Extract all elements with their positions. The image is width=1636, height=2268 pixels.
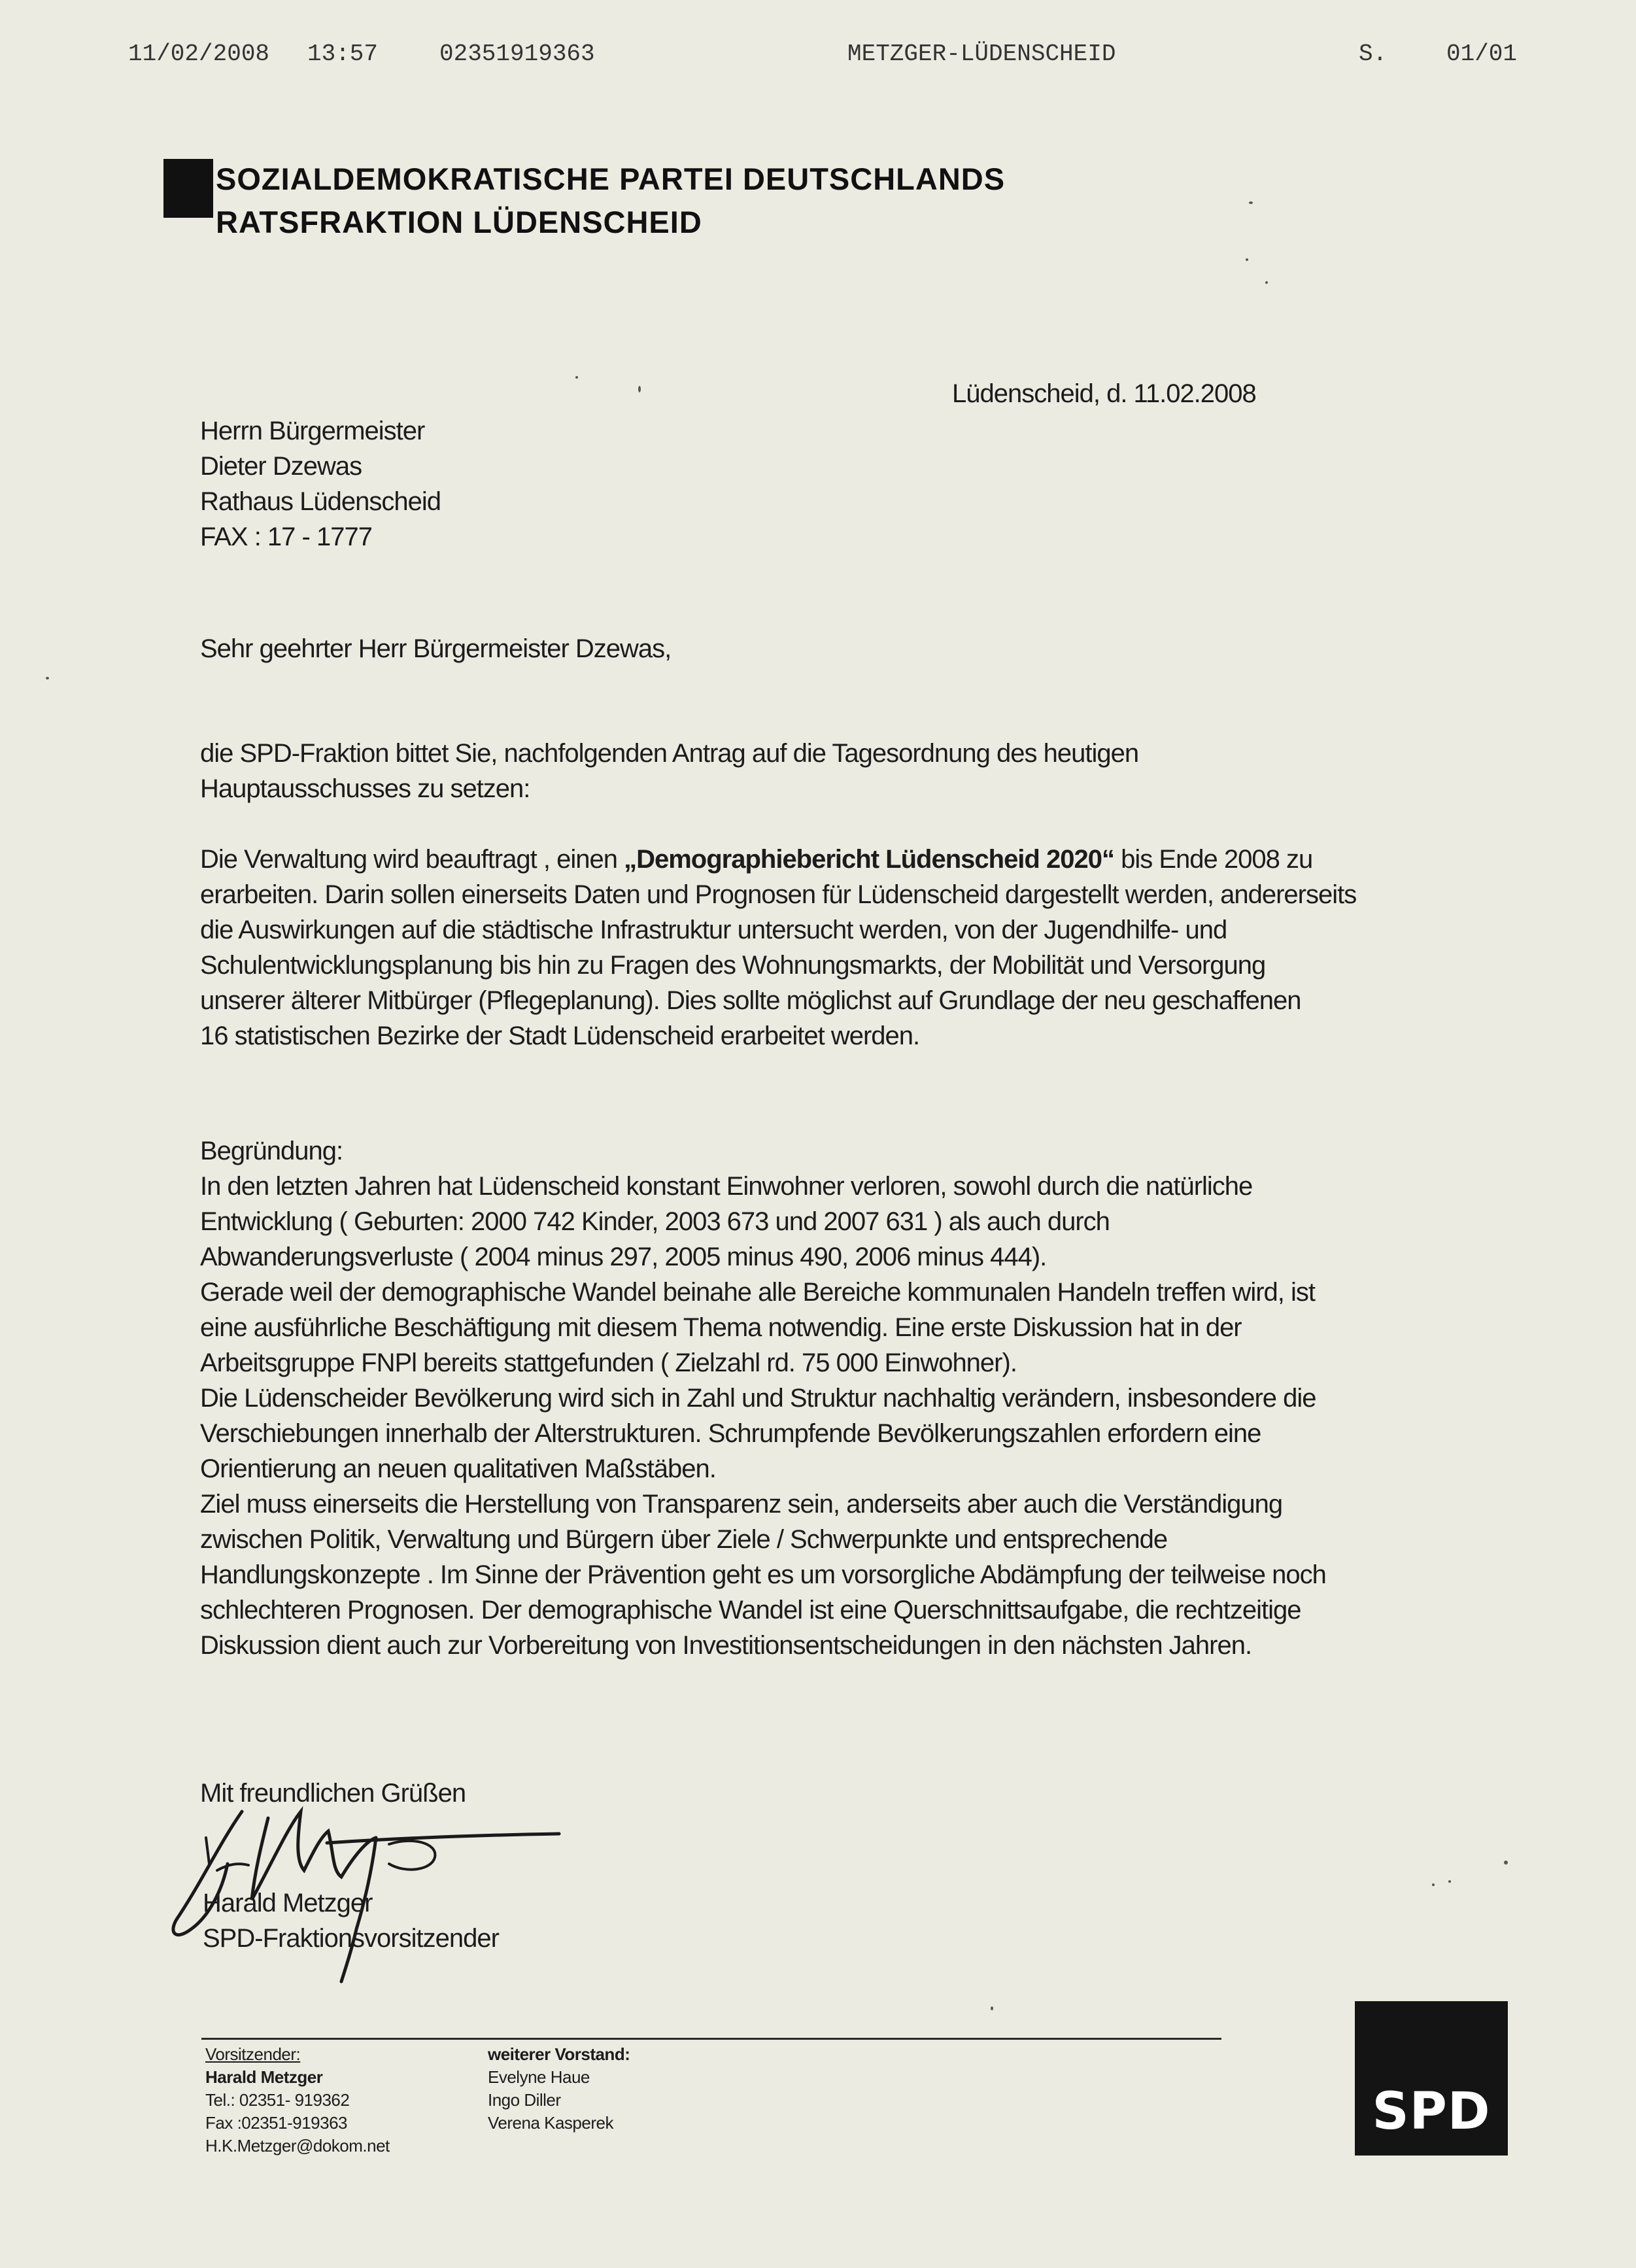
justification-line: Verschiebungen innerhalb der Alterstrukturen. Schrumpfende Bevölkerungszahlen erfordern eine — [200, 1419, 1261, 1448]
letterhead-line-1: SOZIALDEMOKRATISCHE PARTEI DEUTSCHLANDS — [216, 162, 1006, 196]
justification-line: Die Lüdenscheider Bevölkerung wird sich in Zahl und Struktur nachhaltig verändern, insbesondere die — [200, 1384, 1316, 1413]
place-date: Lüdenscheid, d. 11.02.2008 — [952, 379, 1256, 408]
scan-speck — [991, 2006, 993, 2010]
justification-line: Gerade weil der demographische Wandel beinahe alle Bereiche kommunalen Handeln treffen wird, ist — [200, 1278, 1316, 1307]
footer-board-member: Verena Kasperek — [488, 2113, 613, 2133]
justification-line: Orientierung an neuen qualitativen Maßstäben. — [200, 1454, 716, 1483]
spd-logo-text: SPD — [1372, 2082, 1491, 2141]
justification-line: Diskussion dient auch zur Vorbereitung von Investitionsentscheidungen in den nächsten Jahren. — [200, 1631, 1252, 1660]
justification-line: Abwanderungsverluste ( 2004 minus 297, 2005 minus 490, 2006 minus 444). — [200, 1243, 1047, 1271]
justification-line: eine ausführliche Beschäftigung mit diesem Thema notwendig. Eine erste Diskussion hat in der — [200, 1313, 1242, 1342]
fax-page-label: S. — [1359, 41, 1388, 67]
justification-line: Arbeitsgruppe FNPl bereits stattgefunden ( Zielzahl rd. 75 000 Einwohner). — [200, 1349, 1017, 1377]
motion-line: erarbeiten. Darin sollen einerseits Daten und Prognosen für Lüdenscheid dargestellt werden, andererseits — [200, 880, 1357, 909]
footer-board — [488, 2043, 630, 2135]
motion-paragraph — [200, 842, 1356, 1054]
fax-date: 11/02/2008 — [128, 41, 270, 67]
closing: Mit freundlichen Grüßen — [200, 1779, 466, 1808]
justification-line: Handlungskonzepte . Im Sinne der Prävention geht es um vorsorgliche Abdämpfung der teilweise noch — [200, 1560, 1326, 1589]
recipient-line: Rathaus Lüdenscheid — [200, 487, 441, 516]
scan-speck — [638, 386, 641, 392]
fax-page-number: 01/01 — [1446, 41, 1518, 67]
fax-time: 13:57 — [307, 41, 379, 67]
justification-line: schlechteren Prognosen. Der demographische Wandel ist eine Querschnittsaufgabe, die rechtzeitige — [200, 1596, 1301, 1624]
footer-board-label: weiterer Vorstand: — [488, 2044, 630, 2064]
motion-text-post: bis Ende 2008 zu — [1114, 845, 1313, 874]
motion-line: 16 statistischen Bezirke der Stadt Lüdenscheid erarbeitet werden. — [200, 1022, 920, 1050]
scan-speck — [1249, 201, 1253, 204]
fax-number: 02351919363 — [439, 41, 595, 67]
justification-section — [200, 1133, 1326, 1663]
footer-chair-name: Harald Metzger — [205, 2067, 323, 2087]
motion-first-line — [200, 842, 1356, 877]
spd-logo — [1355, 2001, 1508, 2156]
signer-name: Harald Metzger — [203, 1889, 373, 1917]
report-title: „Demographiebericht Lüdenscheid 2020“ — [624, 845, 1114, 874]
intro-line: die SPD-Fraktion bittet Sie, nachfolgenden Antrag auf die Tagesordnung des heutigen — [200, 739, 1139, 768]
fax-sender: METZGER-LÜDENSCHEID — [847, 41, 1116, 67]
footer-chair-fax: Fax :02351-919363 — [205, 2113, 348, 2133]
recipient-line: FAX : 17 - 1777 — [200, 523, 372, 551]
justification-line: In den letzten Jahren hat Lüdenscheid konstant Einwohner verloren, sowohl durch die natürliche — [200, 1172, 1253, 1201]
motion-line: die Auswirkungen auf die städtische Infrastruktur untersucht werden, von der Jugendhilfe- und — [200, 916, 1227, 944]
scan-speck — [1265, 281, 1268, 284]
footer-chair-label: Vorsitzender: — [205, 2044, 301, 2064]
justification-line: Ziel muss einerseits die Herstellung von Transparenz sein, anderseits aber auch die Verständigung — [200, 1490, 1283, 1519]
letterhead-line-2: RATSFRAKTION LÜDENSCHEID — [216, 205, 702, 239]
footer-divider — [201, 2038, 1221, 2040]
intro-line: Hauptausschusses zu setzen: — [200, 774, 530, 803]
scan-speck — [1448, 1880, 1451, 1883]
footer-chair-phone: Tel.: 02351- 919362 — [205, 2090, 350, 2110]
letterhead-block-mark — [163, 159, 213, 218]
recipient-line: Dieter Dzewas — [200, 452, 362, 481]
scan-speck — [1504, 1861, 1508, 1864]
scan-speck — [46, 677, 49, 679]
scan-speck — [575, 376, 578, 379]
recipient-address — [200, 413, 441, 555]
justification-line: zwischen Politik, Verwaltung und Bürgern über Ziele / Schwerpunkte und entsprechende — [200, 1525, 1168, 1554]
salutation: Sehr geehrter Herr Bürgermeister Dzewas, — [200, 634, 672, 663]
footer-chair — [205, 2043, 390, 2157]
motion-text-pre: Die Verwaltung wird beauftragt , einen — [200, 845, 624, 874]
scan-speck — [1246, 258, 1248, 261]
footer-board-member: Evelyne Haue — [488, 2067, 590, 2087]
justification-heading: Begründung: — [200, 1137, 343, 1165]
recipient-line: Herrn Bürgermeister — [200, 417, 425, 445]
signer-title: SPD-Fraktionsvorsitzender — [203, 1924, 499, 1953]
motion-line: Schulentwicklungsplanung bis hin zu Fragen des Wohnungsmarkts, der Mobilität und Versorgung — [200, 951, 1266, 980]
footer-chair-email: H.K.Metzger@dokom.net — [205, 2136, 390, 2156]
footer-board-member: Ingo Diller — [488, 2090, 561, 2110]
justification-line: Entwicklung ( Geburten: 2000 742 Kinder, 2003 673 und 2007 631 ) als auch durch — [200, 1207, 1110, 1236]
scan-speck — [1432, 1883, 1435, 1886]
motion-line: unserer älterer Mitbürger (Pflegeplanung). Dies sollte möglichst auf Grundlage der neu geschaffenen — [200, 986, 1301, 1015]
intro-paragraph — [200, 736, 1138, 806]
